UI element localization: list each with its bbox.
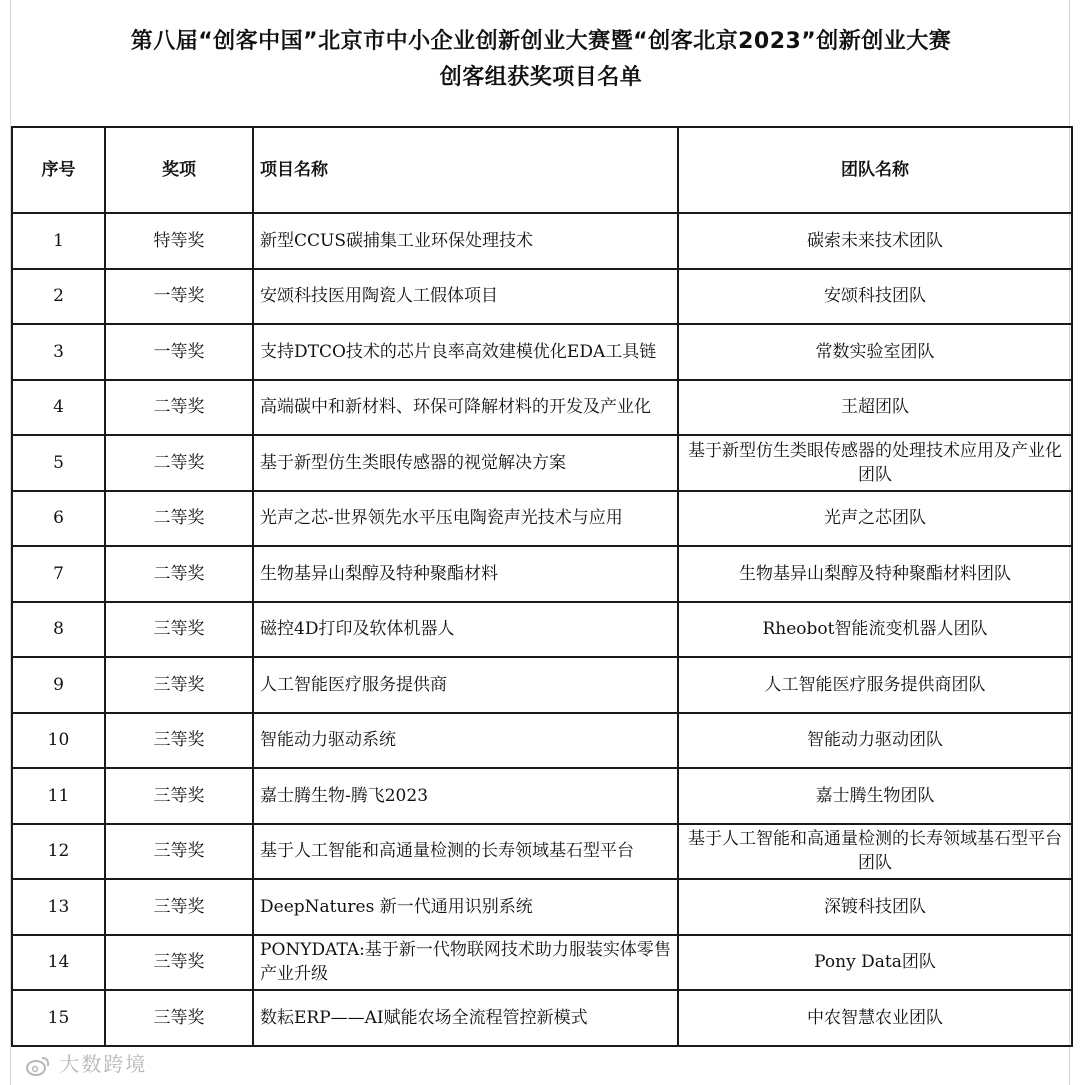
cell-index: 8 [12, 602, 105, 658]
cell-award: 一等奖 [105, 324, 253, 380]
table-row [12, 380, 1072, 436]
cell-index: 12 [12, 824, 105, 880]
award-table [11, 126, 1073, 1047]
cell-team: 深镀科技团队 [678, 879, 1072, 935]
table-row [12, 324, 1072, 380]
cell-award: 三等奖 [105, 879, 253, 935]
cell-index: 5 [12, 435, 105, 491]
header-team: 团队名称 [678, 127, 1072, 213]
cell-team: Pony Data团队 [678, 935, 1072, 991]
document-title [11, 24, 1071, 96]
cell-project: 数耘ERP——AI赋能农场全流程管控新模式 [253, 990, 678, 1046]
cell-index: 3 [12, 324, 105, 380]
cell-team: 基于新型仿生类眼传感器的处理技术应用及产业化团队 [678, 435, 1072, 491]
cell-team: 人工智能医疗服务提供商团队 [678, 657, 1072, 713]
cell-team: 安颂科技团队 [678, 269, 1072, 325]
cell-award: 二等奖 [105, 380, 253, 436]
table-row [12, 713, 1072, 769]
cell-index: 13 [12, 879, 105, 935]
cell-project: DeepNatures 新一代通用识别系统 [253, 879, 678, 935]
cell-project: 基于新型仿生类眼传感器的视觉解决方案 [253, 435, 678, 491]
cell-award: 三等奖 [105, 657, 253, 713]
cell-project: 基于人工智能和高通量检测的长寿领域基石型平台 [253, 824, 678, 880]
watermark-text: 大数跨境 [59, 1052, 148, 1076]
cell-index: 10 [12, 713, 105, 769]
table-row [12, 491, 1072, 547]
cell-index: 14 [12, 935, 105, 991]
award-list-document [10, 0, 1070, 1085]
cell-award: 二等奖 [105, 546, 253, 602]
table-row [12, 879, 1072, 935]
table-row [12, 990, 1072, 1046]
cell-project: 新型CCUS碳捕集工业环保处理技术 [253, 213, 678, 269]
cell-project: 光声之芯-世界领先水平压电陶瓷声光技术与应用 [253, 491, 678, 547]
cell-project: 人工智能医疗服务提供商 [253, 657, 678, 713]
table-row [12, 935, 1072, 991]
cell-award: 三等奖 [105, 713, 253, 769]
cell-award: 二等奖 [105, 491, 253, 547]
watermark [25, 1048, 147, 1077]
cell-team: 王超团队 [678, 380, 1072, 436]
cell-team: 智能动力驱动团队 [678, 713, 1072, 769]
title-line-2: 创客组获奖项目名单 [439, 65, 643, 90]
cell-team: 嘉士腾生物团队 [678, 768, 1072, 824]
header-project: 项目名称 [253, 127, 678, 213]
table-header-row [12, 127, 1072, 213]
cell-project: 嘉士腾生物-腾飞2023 [253, 768, 678, 824]
cell-team: 光声之芯团队 [678, 491, 1072, 547]
cell-team: 生物基异山梨醇及特种聚酯材料团队 [678, 546, 1072, 602]
cell-award: 二等奖 [105, 435, 253, 491]
cell-index: 15 [12, 990, 105, 1046]
cell-index: 6 [12, 491, 105, 547]
cell-award: 三等奖 [105, 824, 253, 880]
cell-project: 生物基异山梨醇及特种聚酯材料 [253, 546, 678, 602]
cell-project: PONYDATA:基于新一代物联网技术助力服装实体零售产业升级 [253, 935, 678, 991]
cell-project: 智能动力驱动系统 [253, 713, 678, 769]
cell-team: Rheobot智能流变机器人团队 [678, 602, 1072, 658]
table-row [12, 657, 1072, 713]
cell-award: 特等奖 [105, 213, 253, 269]
cell-team: 常数实验室团队 [678, 324, 1072, 380]
header-award: 奖项 [105, 127, 253, 213]
cell-project: 安颂科技医用陶瓷人工假体项目 [253, 269, 678, 325]
table-row [12, 546, 1072, 602]
cell-index: 11 [12, 768, 105, 824]
cell-project: 高端碳中和新材料、环保可降解材料的开发及产业化 [253, 380, 678, 436]
cell-index: 9 [12, 657, 105, 713]
cell-award: 三等奖 [105, 935, 253, 991]
cell-team: 碳索未来技术团队 [678, 213, 1072, 269]
cell-team: 中农智慧农业团队 [678, 990, 1072, 1046]
cell-index: 2 [12, 269, 105, 325]
weibo-logo-icon [25, 1055, 51, 1077]
cell-index: 4 [12, 380, 105, 436]
cell-team: 基于人工智能和高通量检测的长寿领域基石型平台团队 [678, 824, 1072, 880]
table-row [12, 269, 1072, 325]
table-row [12, 768, 1072, 824]
cell-project: 磁控4D打印及软体机器人 [253, 602, 678, 658]
table-row [12, 602, 1072, 658]
header-index: 序号 [12, 127, 105, 213]
cell-index: 1 [12, 213, 105, 269]
table-row [12, 435, 1072, 491]
cell-award: 三等奖 [105, 990, 253, 1046]
cell-award: 一等奖 [105, 269, 253, 325]
cell-award: 三等奖 [105, 602, 253, 658]
cell-index: 7 [12, 546, 105, 602]
title-line-1: 第八届“创客中国”北京市中小企业创新创业大赛暨“创客北京2023”创新创业大赛 [130, 29, 952, 54]
table-row [12, 824, 1072, 880]
cell-project: 支持DTCO技术的芯片良率高效建模优化EDA工具链 [253, 324, 678, 380]
cell-award: 三等奖 [105, 768, 253, 824]
table-row [12, 213, 1072, 269]
